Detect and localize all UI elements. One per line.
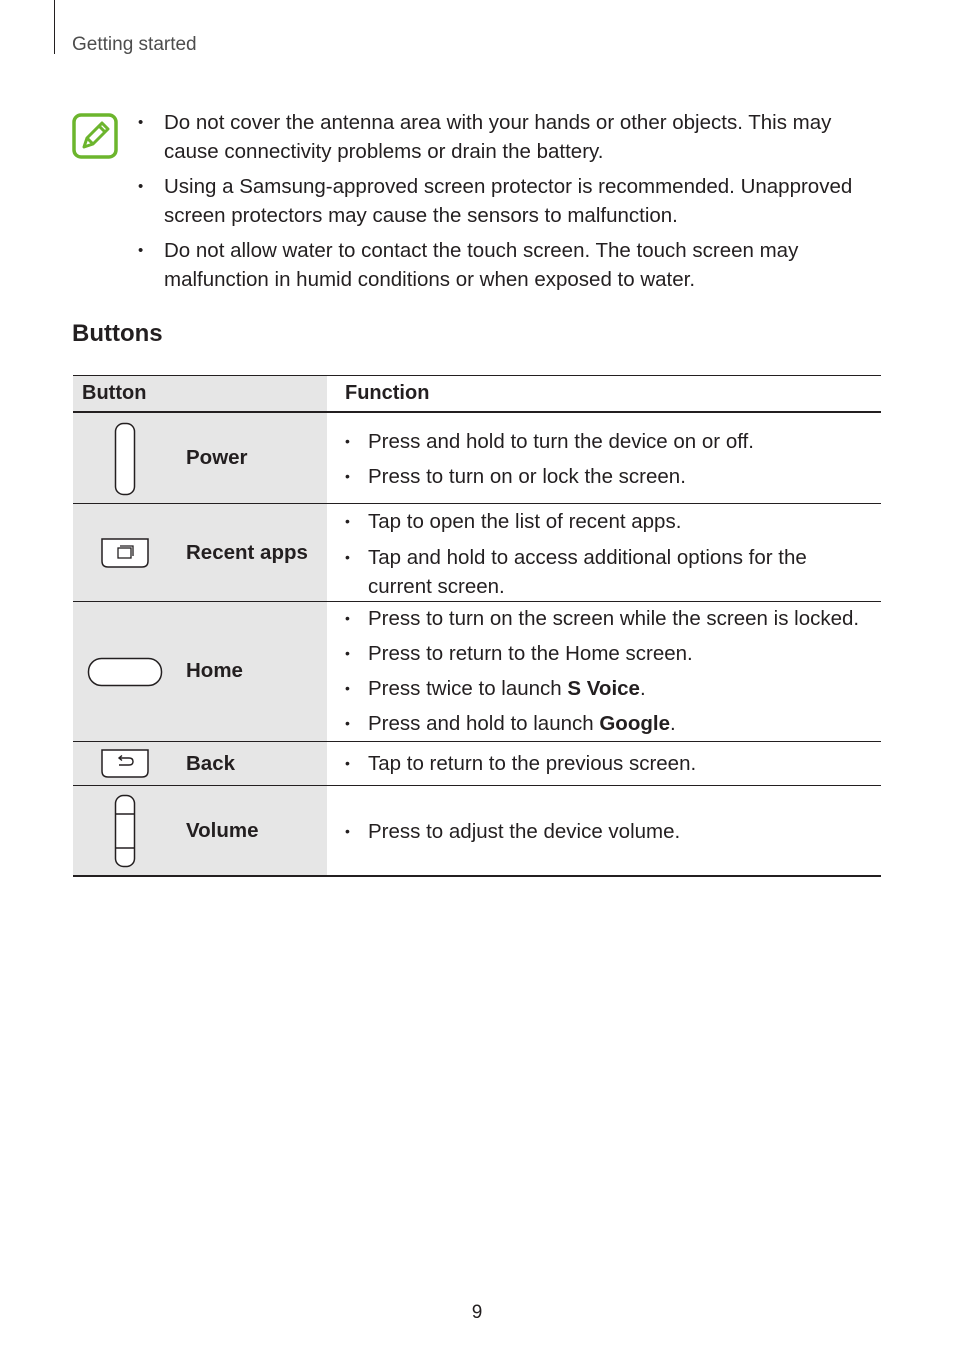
page-number: 9 [471, 1302, 483, 1323]
function-cell [327, 504, 881, 601]
function-item: • Tap to return to the previous screen. [345, 752, 697, 775]
function-item: • Press to turn on or lock the screen. [345, 465, 686, 488]
function-list [345, 427, 871, 491]
button-cell [73, 786, 327, 875]
back-key-icon [101, 749, 149, 778]
function-cell [327, 742, 881, 785]
function-item: • Tap and hold to access additional options for the current screen. [345, 546, 807, 598]
button-cell [73, 602, 327, 741]
button-name: Power [186, 446, 248, 469]
function-item: • Press to return to the Home screen. [345, 642, 693, 665]
function-item: • Press to turn on the screen while the screen is locked. [345, 607, 860, 630]
function-item: • Press twice to launch S Voice. [345, 677, 646, 700]
function-cell [327, 602, 881, 741]
button-name: Back [186, 752, 236, 775]
column-header-button: Button [73, 376, 327, 411]
function-item: • Press to adjust the device volume. [345, 820, 681, 843]
page-edge-line [54, 0, 55, 54]
app-name-google: Google [599, 712, 670, 735]
home-key-icon [87, 657, 163, 687]
table-row [73, 742, 881, 786]
button-cell [73, 413, 327, 503]
volume-key-icon [114, 794, 136, 868]
function-list [345, 604, 871, 738]
app-name-s-voice: S Voice [567, 677, 640, 700]
button-cell [73, 504, 327, 601]
column-header-function: Function [345, 382, 430, 404]
table-header-row [73, 376, 881, 413]
section-title: Buttons [72, 320, 163, 347]
function-item: • Tap to open the list of recent apps. [345, 510, 682, 533]
note-item: • Using a Samsung-approved screen protector is recommended. Unapproved screen protectors may cause the sensors to malfunction. [138, 175, 853, 227]
running-header: Getting started [72, 34, 197, 55]
function-list [345, 749, 871, 778]
function-list [345, 817, 871, 846]
note-item: • Do not allow water to contact the touch screen. The touch screen may malfunction in humid conditions or when exposed to water. [138, 239, 799, 291]
button-cell [73, 742, 327, 785]
function-item: • Press and hold to launch Google. [345, 712, 676, 735]
note-pencil-icon [72, 113, 118, 159]
table-row [73, 602, 881, 742]
note-item: • Do not cover the antenna area with your hands or other objects. This may cause connectivity problems or drain the battery. [138, 111, 832, 163]
table-row [73, 786, 881, 875]
function-cell [327, 413, 881, 503]
button-name: Volume [186, 819, 259, 842]
button-name: Recent apps [186, 541, 308, 564]
button-name: Home [186, 659, 243, 682]
function-cell [327, 786, 881, 875]
recent-apps-key-icon [101, 538, 149, 568]
function-list [345, 507, 871, 601]
table-row [73, 413, 881, 504]
table-row [73, 504, 881, 602]
power-key-icon [114, 422, 136, 496]
buttons-table [73, 375, 881, 877]
function-item: • Press and hold to turn the device on or off. [345, 430, 754, 453]
notes-list [138, 108, 883, 300]
